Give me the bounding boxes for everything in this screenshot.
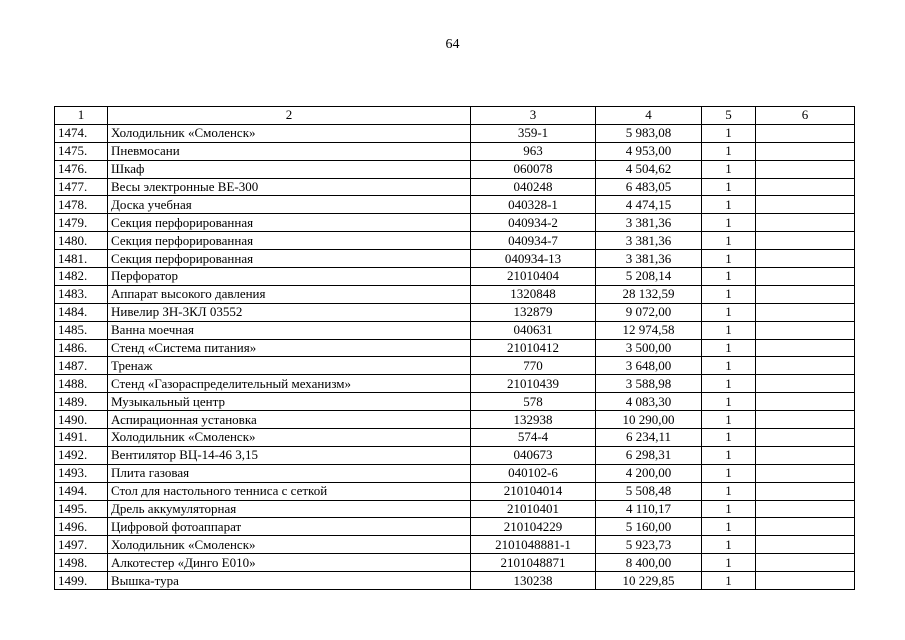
table-row bbox=[55, 303, 855, 321]
row-number-cell: 1489. bbox=[55, 393, 108, 411]
cost-cell: 6 298,31 bbox=[596, 446, 702, 464]
item-name-cell: Стенд «Газораспределительный механизм» bbox=[108, 375, 471, 393]
note-cell bbox=[756, 232, 855, 250]
note-cell bbox=[756, 375, 855, 393]
note-cell bbox=[756, 160, 855, 178]
item-name-cell: Дрель аккумуляторная bbox=[108, 500, 471, 518]
note-cell bbox=[756, 196, 855, 214]
item-name-cell: Вентилятор ВЦ-14-46 3,15 bbox=[108, 446, 471, 464]
item-name-cell: Пневмосани bbox=[108, 142, 471, 160]
table-row bbox=[55, 268, 855, 286]
inventory-code-cell: 963 bbox=[471, 142, 596, 160]
item-name-cell: Цифровой фотоаппарат bbox=[108, 518, 471, 536]
cost-cell: 10 290,00 bbox=[596, 411, 702, 429]
page-number: 64 bbox=[445, 37, 460, 52]
quantity-cell: 1 bbox=[702, 339, 756, 357]
table-row bbox=[55, 214, 855, 232]
inventory-code-cell: 040934-13 bbox=[471, 250, 596, 268]
quantity-cell: 1 bbox=[702, 554, 756, 572]
row-number-cell: 1476. bbox=[55, 160, 108, 178]
row-number-cell: 1498. bbox=[55, 554, 108, 572]
row-number-cell: 1497. bbox=[55, 536, 108, 554]
cost-cell: 6 234,11 bbox=[596, 429, 702, 447]
note-cell bbox=[756, 572, 855, 590]
item-name-cell: Доска учебная bbox=[108, 196, 471, 214]
quantity-cell: 1 bbox=[702, 321, 756, 339]
inventory-code-cell: 060078 bbox=[471, 160, 596, 178]
note-cell bbox=[756, 554, 855, 572]
item-name-cell: Аспирационная установка bbox=[108, 411, 471, 429]
cost-cell: 5 160,00 bbox=[596, 518, 702, 536]
cost-cell: 4 474,15 bbox=[596, 196, 702, 214]
row-number-cell: 1492. bbox=[55, 446, 108, 464]
row-number-cell: 1486. bbox=[55, 339, 108, 357]
inventory-code-cell: 2101048881-1 bbox=[471, 536, 596, 554]
quantity-cell: 1 bbox=[702, 178, 756, 196]
row-number-cell: 1491. bbox=[55, 429, 108, 447]
inventory-code-cell: 040248 bbox=[471, 178, 596, 196]
item-name-cell: Секция перфорированная bbox=[108, 214, 471, 232]
note-cell bbox=[756, 303, 855, 321]
note-cell bbox=[756, 446, 855, 464]
cost-cell: 10 229,85 bbox=[596, 572, 702, 590]
cost-cell: 5 983,08 bbox=[596, 124, 702, 142]
note-cell bbox=[756, 429, 855, 447]
row-number-cell: 1482. bbox=[55, 268, 108, 286]
quantity-cell: 1 bbox=[702, 142, 756, 160]
row-number-cell: 1475. bbox=[55, 142, 108, 160]
note-cell bbox=[756, 411, 855, 429]
note-cell bbox=[756, 124, 855, 142]
table-row bbox=[55, 196, 855, 214]
quantity-cell: 1 bbox=[702, 357, 756, 375]
note-cell bbox=[756, 285, 855, 303]
table-row bbox=[55, 375, 855, 393]
cost-cell: 3 381,36 bbox=[596, 250, 702, 268]
item-name-cell: Холодильник «Смоленск» bbox=[108, 536, 471, 554]
note-cell bbox=[756, 536, 855, 554]
quantity-cell: 1 bbox=[702, 250, 756, 268]
inventory-code-cell: 132938 bbox=[471, 411, 596, 429]
row-number-cell: 1488. bbox=[55, 375, 108, 393]
note-cell bbox=[756, 464, 855, 482]
row-number-cell: 1480. bbox=[55, 232, 108, 250]
item-name-cell: Перфоратор bbox=[108, 268, 471, 286]
item-name-cell: Весы электронные ВЕ-300 bbox=[108, 178, 471, 196]
inventory-code-cell: 1320848 bbox=[471, 285, 596, 303]
table-row bbox=[55, 357, 855, 375]
quantity-cell: 1 bbox=[702, 214, 756, 232]
inventory-code-cell: 040934-2 bbox=[471, 214, 596, 232]
column-header: 4 bbox=[596, 107, 702, 125]
inventory-code-cell: 040631 bbox=[471, 321, 596, 339]
cost-cell: 5 208,14 bbox=[596, 268, 702, 286]
note-cell bbox=[756, 500, 855, 518]
quantity-cell: 1 bbox=[702, 464, 756, 482]
table-row bbox=[55, 124, 855, 142]
quantity-cell: 1 bbox=[702, 196, 756, 214]
table-row bbox=[55, 321, 855, 339]
row-number-cell: 1496. bbox=[55, 518, 108, 536]
note-cell bbox=[756, 339, 855, 357]
row-number-cell: 1493. bbox=[55, 464, 108, 482]
quantity-cell: 1 bbox=[702, 572, 756, 590]
item-name-cell: Холодильник «Смоленск» bbox=[108, 429, 471, 447]
inventory-code-cell: 21010401 bbox=[471, 500, 596, 518]
table-row bbox=[55, 250, 855, 268]
inventory-code-cell: 130238 bbox=[471, 572, 596, 590]
row-number-cell: 1474. bbox=[55, 124, 108, 142]
item-name-cell: Ванна моечная bbox=[108, 321, 471, 339]
quantity-cell: 1 bbox=[702, 393, 756, 411]
quantity-cell: 1 bbox=[702, 232, 756, 250]
cost-cell: 5 508,48 bbox=[596, 482, 702, 500]
item-name-cell: Секция перфорированная bbox=[108, 232, 471, 250]
inventory-code-cell: 040102-6 bbox=[471, 464, 596, 482]
quantity-cell: 1 bbox=[702, 536, 756, 554]
inventory-code-cell: 040934-7 bbox=[471, 232, 596, 250]
item-name-cell: Нивелир ЗН-3КЛ 03552 bbox=[108, 303, 471, 321]
note-cell bbox=[756, 321, 855, 339]
column-header: 1 bbox=[55, 107, 108, 125]
column-header: 5 bbox=[702, 107, 756, 125]
item-name-cell: Стол для настольного тенниса с сеткой bbox=[108, 482, 471, 500]
note-cell bbox=[756, 250, 855, 268]
note-cell bbox=[756, 142, 855, 160]
table-row bbox=[55, 411, 855, 429]
cost-cell: 3 588,98 bbox=[596, 375, 702, 393]
table-row bbox=[55, 429, 855, 447]
cost-cell: 5 923,73 bbox=[596, 536, 702, 554]
row-number-cell: 1490. bbox=[55, 411, 108, 429]
row-number-cell: 1495. bbox=[55, 500, 108, 518]
quantity-cell: 1 bbox=[702, 518, 756, 536]
row-number-cell: 1485. bbox=[55, 321, 108, 339]
row-number-cell: 1479. bbox=[55, 214, 108, 232]
column-header: 6 bbox=[756, 107, 855, 125]
cost-cell: 4 083,30 bbox=[596, 393, 702, 411]
inventory-table bbox=[54, 106, 855, 590]
quantity-cell: 1 bbox=[702, 429, 756, 447]
table-row bbox=[55, 572, 855, 590]
item-name-cell: Шкаф bbox=[108, 160, 471, 178]
quantity-cell: 1 bbox=[702, 500, 756, 518]
item-name-cell: Тренаж bbox=[108, 357, 471, 375]
cost-cell: 3 648,00 bbox=[596, 357, 702, 375]
cost-cell: 4 953,00 bbox=[596, 142, 702, 160]
table-header-row bbox=[55, 107, 855, 125]
note-cell bbox=[756, 214, 855, 232]
item-name-cell: Секция перфорированная bbox=[108, 250, 471, 268]
inventory-code-cell: 21010412 bbox=[471, 339, 596, 357]
inventory-code-cell: 210104229 bbox=[471, 518, 596, 536]
quantity-cell: 1 bbox=[702, 303, 756, 321]
note-cell bbox=[756, 268, 855, 286]
cost-cell: 3 500,00 bbox=[596, 339, 702, 357]
note-cell bbox=[756, 357, 855, 375]
item-name-cell: Вышка-тура bbox=[108, 572, 471, 590]
cost-cell: 4 504,62 bbox=[596, 160, 702, 178]
column-header: 2 bbox=[108, 107, 471, 125]
inventory-code-cell: 210104014 bbox=[471, 482, 596, 500]
quantity-cell: 1 bbox=[702, 285, 756, 303]
table-row bbox=[55, 160, 855, 178]
inventory-code-cell: 21010439 bbox=[471, 375, 596, 393]
cost-cell: 4 110,17 bbox=[596, 500, 702, 518]
table-row bbox=[55, 393, 855, 411]
quantity-cell: 1 bbox=[702, 375, 756, 393]
row-number-cell: 1481. bbox=[55, 250, 108, 268]
table-row bbox=[55, 142, 855, 160]
row-number-cell: 1484. bbox=[55, 303, 108, 321]
cost-cell: 3 381,36 bbox=[596, 214, 702, 232]
inventory-code-cell: 040673 bbox=[471, 446, 596, 464]
table-row bbox=[55, 482, 855, 500]
cost-cell: 12 974,58 bbox=[596, 321, 702, 339]
inventory-code-cell: 574-4 bbox=[471, 429, 596, 447]
note-cell bbox=[756, 482, 855, 500]
table-row bbox=[55, 446, 855, 464]
table-row bbox=[55, 536, 855, 554]
inventory-code-cell: 770 bbox=[471, 357, 596, 375]
table-row bbox=[55, 518, 855, 536]
quantity-cell: 1 bbox=[702, 446, 756, 464]
table-row bbox=[55, 339, 855, 357]
row-number-cell: 1494. bbox=[55, 482, 108, 500]
column-header: 3 bbox=[471, 107, 596, 125]
inventory-code-cell: 040328-1 bbox=[471, 196, 596, 214]
cost-cell: 28 132,59 bbox=[596, 285, 702, 303]
table-row bbox=[55, 232, 855, 250]
cost-cell: 8 400,00 bbox=[596, 554, 702, 572]
row-number-cell: 1483. bbox=[55, 285, 108, 303]
table-row bbox=[55, 178, 855, 196]
inventory-code-cell: 2101048871 bbox=[471, 554, 596, 572]
item-name-cell: Аппарат высокого давления bbox=[108, 285, 471, 303]
inventory-code-cell: 132879 bbox=[471, 303, 596, 321]
item-name-cell: Музыкальный центр bbox=[108, 393, 471, 411]
table-row bbox=[55, 464, 855, 482]
cost-cell: 9 072,00 bbox=[596, 303, 702, 321]
row-number-cell: 1478. bbox=[55, 196, 108, 214]
note-cell bbox=[756, 518, 855, 536]
inventory-code-cell: 21010404 bbox=[471, 268, 596, 286]
table-row bbox=[55, 554, 855, 572]
cost-cell: 3 381,36 bbox=[596, 232, 702, 250]
row-number-cell: 1477. bbox=[55, 178, 108, 196]
item-name-cell: Холодильник «Смоленск» bbox=[108, 124, 471, 142]
item-name-cell: Алкотестер «Динго Е010» bbox=[108, 554, 471, 572]
cost-cell: 6 483,05 bbox=[596, 178, 702, 196]
quantity-cell: 1 bbox=[702, 124, 756, 142]
table-row bbox=[55, 500, 855, 518]
note-cell bbox=[756, 393, 855, 411]
note-cell bbox=[756, 178, 855, 196]
cost-cell: 4 200,00 bbox=[596, 464, 702, 482]
quantity-cell: 1 bbox=[702, 268, 756, 286]
inventory-code-cell: 359-1 bbox=[471, 124, 596, 142]
item-name-cell: Стенд «Система питания» bbox=[108, 339, 471, 357]
row-number-cell: 1499. bbox=[55, 572, 108, 590]
quantity-cell: 1 bbox=[702, 160, 756, 178]
quantity-cell: 1 bbox=[702, 482, 756, 500]
quantity-cell: 1 bbox=[702, 411, 756, 429]
item-name-cell: Плита газовая bbox=[108, 464, 471, 482]
row-number-cell: 1487. bbox=[55, 357, 108, 375]
inventory-code-cell: 578 bbox=[471, 393, 596, 411]
table-row bbox=[55, 285, 855, 303]
